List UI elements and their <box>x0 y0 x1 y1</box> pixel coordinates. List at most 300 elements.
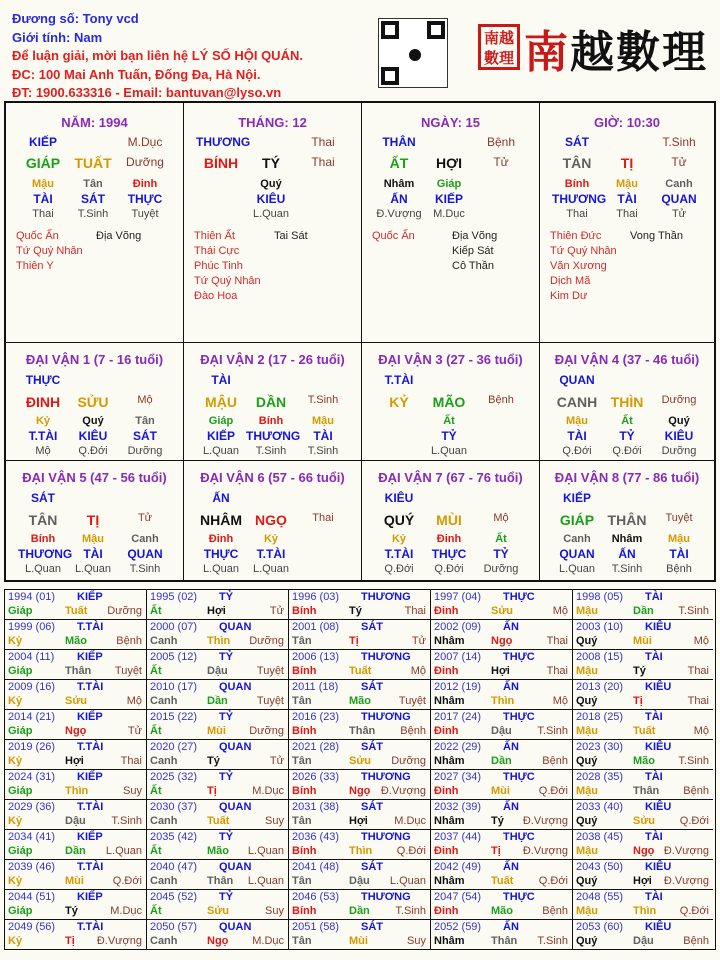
year-label: 1995 (02) <box>150 591 198 603</box>
stem-branch: THÌN <box>610 394 644 410</box>
year-label: 2041 (48) <box>292 861 340 873</box>
year-cell[interactable] <box>147 860 289 890</box>
owner-name: Đương số: Tony vcd <box>12 11 139 26</box>
stage-label: Mộ <box>126 695 142 707</box>
hidden-god: TỶ <box>493 547 509 561</box>
year-label: 2044 (51) <box>8 891 56 903</box>
hidden-god: T.TÀI <box>28 429 58 443</box>
pillar-title: THÁNG: 12 <box>238 115 307 130</box>
stem: Đinh <box>434 905 459 917</box>
stage-label: Bệnh <box>488 394 514 406</box>
year-label: 2034 (41) <box>8 831 56 843</box>
stage-label: Mộ <box>693 635 709 647</box>
year-label: 2022 (29) <box>434 741 482 753</box>
branch: Tị <box>207 785 217 797</box>
year-cell[interactable] <box>289 920 431 950</box>
branch: Hợi <box>65 755 84 767</box>
year-cell[interactable] <box>147 710 289 740</box>
stage-label: Tử <box>269 755 284 767</box>
dai-van-cell[interactable] <box>184 461 362 580</box>
god-label: THƯƠNG <box>361 831 411 843</box>
phone-email-line[interactable]: ĐT: 1900.633316 - Email: bantuvan@lyso.vn <box>12 85 282 100</box>
hidden-stem: Kỷ <box>35 415 51 427</box>
stage-label: Đ.Vượng <box>96 935 142 947</box>
year-cell[interactable] <box>289 770 431 800</box>
year-cell[interactable] <box>5 770 147 800</box>
stage-label: Bệnh <box>486 135 516 149</box>
hidden-god: THƯƠNG <box>18 547 73 561</box>
branch: Tý <box>633 665 646 677</box>
year-cell[interactable] <box>147 620 289 650</box>
year-cell[interactable] <box>289 800 431 830</box>
stage-label: Tuyệt <box>256 665 284 677</box>
stem: Đinh <box>434 725 459 737</box>
stage-label: L.Quan <box>74 563 112 575</box>
pillar-grid <box>4 101 716 582</box>
stage-label: Suy <box>407 935 426 947</box>
hidden-god: TÀI <box>83 547 103 561</box>
stem: Giáp <box>8 845 33 857</box>
stage-label: L.Quan <box>252 563 290 575</box>
stem: Tân <box>292 935 312 947</box>
god-label: THỰC <box>503 831 535 843</box>
year-cell[interactable] <box>289 680 431 710</box>
year-cell[interactable] <box>147 830 289 860</box>
stem: Canh <box>150 935 178 947</box>
year-cell[interactable] <box>431 860 573 890</box>
stage-label: Q.Đới <box>679 905 709 917</box>
stem-branch: DẦN <box>255 394 287 410</box>
branch: Thân <box>633 785 660 797</box>
god-label: QUAN <box>219 681 252 693</box>
year-cell[interactable] <box>289 860 431 890</box>
star-name: Quốc Ấn <box>372 230 415 242</box>
stem-branch: MẬU <box>205 394 237 410</box>
year-cell[interactable] <box>147 770 289 800</box>
dai-van-cell[interactable] <box>6 343 184 461</box>
hidden-god: THỰC <box>127 192 163 206</box>
hidden-stem: Đinh <box>436 533 462 545</box>
dai-van-cell[interactable] <box>540 461 714 580</box>
god-label: ẤN <box>503 861 519 873</box>
year-cell[interactable] <box>431 710 573 740</box>
stage-label: Thai <box>566 208 588 220</box>
stage-label: Thai <box>687 695 709 707</box>
branch: Dần <box>491 755 512 767</box>
year-label: 2026 (33) <box>292 771 340 783</box>
god-label: KIÊU <box>645 861 672 873</box>
star-name: Thiên Y <box>16 260 54 272</box>
stage-label: T.Sinh <box>129 563 161 575</box>
stem: Bính <box>292 725 317 737</box>
hidden-stem: Đinh <box>132 178 158 190</box>
stage-label: Đ.Vượng <box>380 785 426 797</box>
year-label: 2049 (56) <box>8 921 56 933</box>
hidden-stem: Bính <box>564 178 590 190</box>
branch: Ngọ <box>633 845 655 857</box>
stage-label: L.Quan <box>202 445 240 457</box>
year-cell[interactable] <box>147 920 289 950</box>
stem: Kỷ <box>8 755 23 767</box>
branch: Sửu <box>633 815 656 827</box>
red-seal-stamp: 南越 數理 <box>478 24 520 70</box>
stem: Mậu <box>576 665 598 677</box>
stem-branch: SỬU <box>77 394 109 410</box>
branch: Thìn <box>491 695 515 707</box>
stage-label: Đ.Vượng <box>522 815 568 827</box>
year-cell[interactable] <box>147 680 289 710</box>
year-cell[interactable] <box>573 680 713 710</box>
hidden-stem: Canh <box>131 533 159 545</box>
year-cell[interactable] <box>289 740 431 770</box>
dai-van-title: ĐẠI VẬN 2 (17 - 26 tuổi) <box>200 352 345 367</box>
stem: Nhâm <box>434 875 465 887</box>
stage-label: Tử <box>671 208 687 220</box>
year-label: 1996 (03) <box>292 591 340 603</box>
year-cell[interactable] <box>147 590 289 620</box>
god-label: KIÊU <box>384 491 414 505</box>
year-cell[interactable] <box>573 620 713 650</box>
dai-van-cell[interactable] <box>6 461 184 580</box>
year-cell[interactable] <box>289 830 431 860</box>
stage-label: Mộ <box>552 695 568 707</box>
stage-label: Tử <box>137 512 153 524</box>
god-label: ẤN <box>212 491 230 505</box>
year-label: 2025 (32) <box>150 771 198 783</box>
hidden-god: KIÊU <box>256 192 286 206</box>
year-cell[interactable] <box>147 800 289 830</box>
dai-van-cell[interactable] <box>184 343 362 461</box>
stem: Nhâm <box>434 935 465 947</box>
branch: Ngọ <box>491 635 513 647</box>
god-label: T.TÀI <box>384 373 414 387</box>
stem-branch: ẤT <box>389 155 409 171</box>
stage-label: Thai <box>687 665 709 677</box>
year-cell[interactable] <box>147 740 289 770</box>
dai-van-cell[interactable] <box>362 343 540 461</box>
year-cell[interactable] <box>431 740 573 770</box>
god-label: QUAN <box>219 741 252 753</box>
dai-van-title: ĐẠI VẬN 1 (7 - 16 tuổi) <box>25 352 164 367</box>
year-cell[interactable] <box>431 890 573 920</box>
year-cell[interactable] <box>431 650 573 680</box>
branch: Tý <box>65 905 78 917</box>
pillar-title: NĂM: 1994 <box>61 115 128 130</box>
pillar-cell[interactable] <box>362 103 540 343</box>
year-label: 2033 (40) <box>576 801 624 813</box>
gender: Giới tính: Nam <box>12 29 103 45</box>
god-label: THƯƠNG <box>361 771 411 783</box>
stage-label: M.Dục <box>252 785 284 797</box>
god-label: T.TÀI <box>77 741 104 753</box>
branch: Hợi <box>349 815 368 827</box>
stage-label: Bệnh <box>400 725 426 737</box>
year-cell[interactable] <box>289 590 431 620</box>
pillar-cell[interactable] <box>540 103 714 343</box>
year-cell[interactable] <box>5 620 147 650</box>
stem: Mậu <box>576 725 598 737</box>
branch: Mão <box>207 845 229 857</box>
branch: Hợi <box>207 605 226 617</box>
god-label: SÁT <box>361 681 383 693</box>
stem-branch: TUẤT <box>74 155 112 171</box>
year-cell[interactable] <box>573 890 713 920</box>
stage-label: Thai <box>32 208 54 220</box>
god-label: KIÊU <box>645 621 672 633</box>
stage-label: Bệnh <box>116 635 142 647</box>
stage-label: L.Quan <box>558 563 596 575</box>
hidden-god: TÀI <box>669 547 689 561</box>
stem: Bính <box>292 785 317 797</box>
stem: Quý <box>576 755 598 767</box>
god-label: QUAN <box>219 921 252 933</box>
pillar-cell[interactable] <box>6 103 184 343</box>
star-name: Quốc Ấn <box>16 230 59 242</box>
stage-label: Dưỡng <box>249 635 284 647</box>
year-cell[interactable] <box>147 890 289 920</box>
year-cell[interactable] <box>573 920 713 950</box>
stage-label: Q.Đới <box>112 875 142 887</box>
branch: Dần <box>349 905 370 917</box>
branch: Thân <box>207 875 234 887</box>
year-label: 2029 (36) <box>8 801 56 813</box>
year-cell[interactable] <box>431 590 573 620</box>
hidden-stem: Tân <box>83 178 103 190</box>
year-cell[interactable] <box>431 800 573 830</box>
hidden-god: SÁT <box>133 429 157 443</box>
star-name: Địa Võng <box>452 230 498 242</box>
stage-label: Dưỡng <box>249 725 284 737</box>
year-cell[interactable] <box>5 800 147 830</box>
god-label: ẤN <box>503 681 519 693</box>
hidden-stem: Mậu <box>616 178 638 190</box>
year-label: 2052 (59) <box>434 921 482 933</box>
branch: Thìn <box>349 845 373 857</box>
hidden-stem: Canh <box>665 178 693 190</box>
branch: Thìn <box>65 785 89 797</box>
stem-branch: HỢI <box>436 155 462 171</box>
year-cell[interactable] <box>573 860 713 890</box>
god-label: TÀI <box>211 373 231 387</box>
stage-label: Thai <box>311 135 335 149</box>
year-cell[interactable] <box>431 920 573 950</box>
year-label: 2009 (16) <box>8 681 56 693</box>
stage-label: Dưỡng <box>661 394 697 406</box>
year-label: 2028 (35) <box>576 771 624 783</box>
year-cell[interactable] <box>5 890 147 920</box>
year-cell[interactable] <box>431 830 573 860</box>
stage-label: Mộ <box>137 394 153 406</box>
branch: Mùi <box>349 935 368 947</box>
stage-label: Tử <box>127 725 142 737</box>
stem: Quý <box>576 875 598 887</box>
branch: Tý <box>491 815 504 827</box>
branch: Sửu <box>207 905 230 917</box>
year-label: 2051 (58) <box>292 921 340 933</box>
year-cell[interactable] <box>431 770 573 800</box>
year-cell[interactable] <box>5 830 147 860</box>
branch: Hợi <box>491 665 510 677</box>
god-label: KIẾP <box>77 651 103 663</box>
hidden-stem: Mậu <box>312 415 334 427</box>
year-cell[interactable] <box>289 710 431 740</box>
year-label: 2016 (23) <box>292 711 340 723</box>
year-cell[interactable] <box>5 920 147 950</box>
god-label: TỶ <box>219 891 234 903</box>
god-label: THƯƠNG <box>361 651 411 663</box>
hidden-god: THƯƠNG <box>246 429 301 443</box>
god-label: THỰC <box>25 373 61 387</box>
stem: Kỷ <box>8 875 23 887</box>
branch: Tuất <box>491 875 514 887</box>
hidden-stem: Kỷ <box>391 533 407 545</box>
stage-label: Tuyệt <box>398 695 426 707</box>
year-label: 2053 (60) <box>576 921 624 933</box>
stem: Quý <box>576 635 598 647</box>
stem: Canh <box>150 875 178 887</box>
dai-van-cell[interactable] <box>362 461 540 580</box>
year-label: 2043 (50) <box>576 861 624 873</box>
god-label: KIẾP <box>77 891 103 903</box>
header-info <box>12 10 303 103</box>
branch: Mùi <box>491 785 510 797</box>
year-label: 2020 (27) <box>150 741 198 753</box>
god-label: TỶ <box>219 771 234 783</box>
year-label: 2021 (28) <box>292 741 340 753</box>
god-label: TÀI <box>645 771 663 783</box>
stem-branch: TỊ <box>86 512 100 528</box>
qr-code[interactable] <box>378 18 448 88</box>
god-label: KIÊU <box>645 921 672 933</box>
hidden-stem: Bính <box>258 415 284 427</box>
stem: Canh <box>150 815 178 827</box>
branch: Dậu <box>491 725 512 737</box>
year-cell[interactable] <box>147 650 289 680</box>
stage-label: Bệnh <box>542 905 568 917</box>
year-cell[interactable] <box>573 740 713 770</box>
hidden-stem: Quý <box>668 415 690 427</box>
star-name: Tứ Quý Nhân <box>16 245 83 257</box>
year-label: 2002 (09) <box>434 621 482 633</box>
branch: Dậu <box>65 815 86 827</box>
year-cell[interactable] <box>573 770 713 800</box>
stem: Ất <box>150 725 162 737</box>
god-label: KIÊU <box>645 741 672 753</box>
stage-label: Suy <box>123 785 142 797</box>
god-label: SÁT <box>31 491 55 505</box>
dai-van-title: ĐẠI VẬN 4 (37 - 46 tuổi) <box>554 352 700 367</box>
year-cell[interactable] <box>573 800 713 830</box>
hidden-god: QUAN <box>127 547 163 561</box>
stage-label: Q.Đới <box>396 845 426 857</box>
stem-branch: QUÝ <box>383 512 415 528</box>
year-label: 2011 (18) <box>292 681 339 693</box>
star-name: Tứ Quý Nhân <box>550 245 617 257</box>
stage-label: Q.Đới <box>538 875 568 887</box>
year-cell[interactable] <box>573 830 713 860</box>
stem: Kỷ <box>8 695 23 707</box>
year-cell[interactable] <box>5 710 147 740</box>
star-name: Kiếp Sát <box>452 245 494 257</box>
year-label: 2006 (13) <box>292 651 340 663</box>
god-label: SÁT <box>361 861 383 873</box>
year-cell[interactable] <box>573 650 713 680</box>
stage-label: Tuyệt <box>114 665 142 677</box>
hidden-stem: Mậu <box>82 533 104 545</box>
stem: Bính <box>292 665 317 677</box>
stem-branch: BÍNH <box>203 155 239 171</box>
stage-label: Mộ <box>693 725 709 737</box>
hidden-stem: Ất <box>495 533 507 545</box>
hidden-stem: Nhâm <box>383 178 415 190</box>
stem-branch: NGỌ <box>255 512 287 528</box>
stem: Đinh <box>434 665 459 677</box>
qr-corner-icon <box>381 67 399 85</box>
dai-van-cell[interactable] <box>540 343 714 461</box>
year-cell[interactable] <box>5 860 147 890</box>
year-label: 2038 (45) <box>576 831 624 843</box>
stem: Quý <box>576 815 598 827</box>
stage-label: L.Quan <box>247 875 284 887</box>
branch: Dần <box>207 695 228 707</box>
year-label: 2040 (47) <box>150 861 198 873</box>
year-cell[interactable] <box>5 680 147 710</box>
stem: Mậu <box>576 785 598 797</box>
year-cell[interactable] <box>289 650 431 680</box>
stem-branch: GIÁP <box>25 155 61 171</box>
year-label: 2050 (57) <box>150 921 198 933</box>
stem: Ất <box>150 905 162 917</box>
year-cell[interactable] <box>431 680 573 710</box>
stem: Giáp <box>8 665 33 677</box>
year-cell[interactable] <box>289 890 431 920</box>
stage-label: M.Dục <box>394 815 426 827</box>
year-cell[interactable] <box>431 620 573 650</box>
year-label: 2014 (21) <box>8 711 56 723</box>
year-label: 2031 (38) <box>292 801 340 813</box>
stem: Canh <box>150 695 178 707</box>
stem: Bính <box>292 605 317 617</box>
contact-line[interactable]: Để luận giải, mời bạn liên hệ LÝ SỐ HỘI QUÁN. <box>12 48 303 63</box>
year-cell[interactable] <box>573 590 713 620</box>
year-cell[interactable] <box>5 590 147 620</box>
hidden-stem: Mậu <box>32 178 54 190</box>
god-label: SÁT <box>361 921 383 933</box>
hidden-stem: Quý <box>82 415 104 427</box>
god-label: QUAN <box>219 861 252 873</box>
god-label: ẤN <box>503 801 519 813</box>
year-label: 1998 (05) <box>576 591 624 603</box>
stage-label: Q.Đới <box>384 563 414 575</box>
pillar-cell[interactable] <box>184 103 362 343</box>
year-label: 2010 (17) <box>150 681 198 693</box>
hidden-god: KIẾP <box>206 429 235 443</box>
year-cell[interactable] <box>289 620 431 650</box>
year-cell[interactable] <box>5 740 147 770</box>
year-cell[interactable] <box>5 650 147 680</box>
branch: Ngọ <box>207 935 229 947</box>
stem: Bính <box>292 905 317 917</box>
hidden-god: THƯƠNG <box>552 192 607 206</box>
branch: Thìn <box>633 905 657 917</box>
stage-label: Q.Đới <box>679 815 709 827</box>
stage-label: Mộ <box>35 445 51 457</box>
stem: Ất <box>150 845 162 857</box>
stem: Tân <box>292 815 312 827</box>
dai-van-title: ĐẠI VẬN 5 (47 - 56 tuổi) <box>22 470 167 485</box>
hidden-god: SÁT <box>81 192 105 206</box>
year-cell[interactable] <box>573 710 713 740</box>
